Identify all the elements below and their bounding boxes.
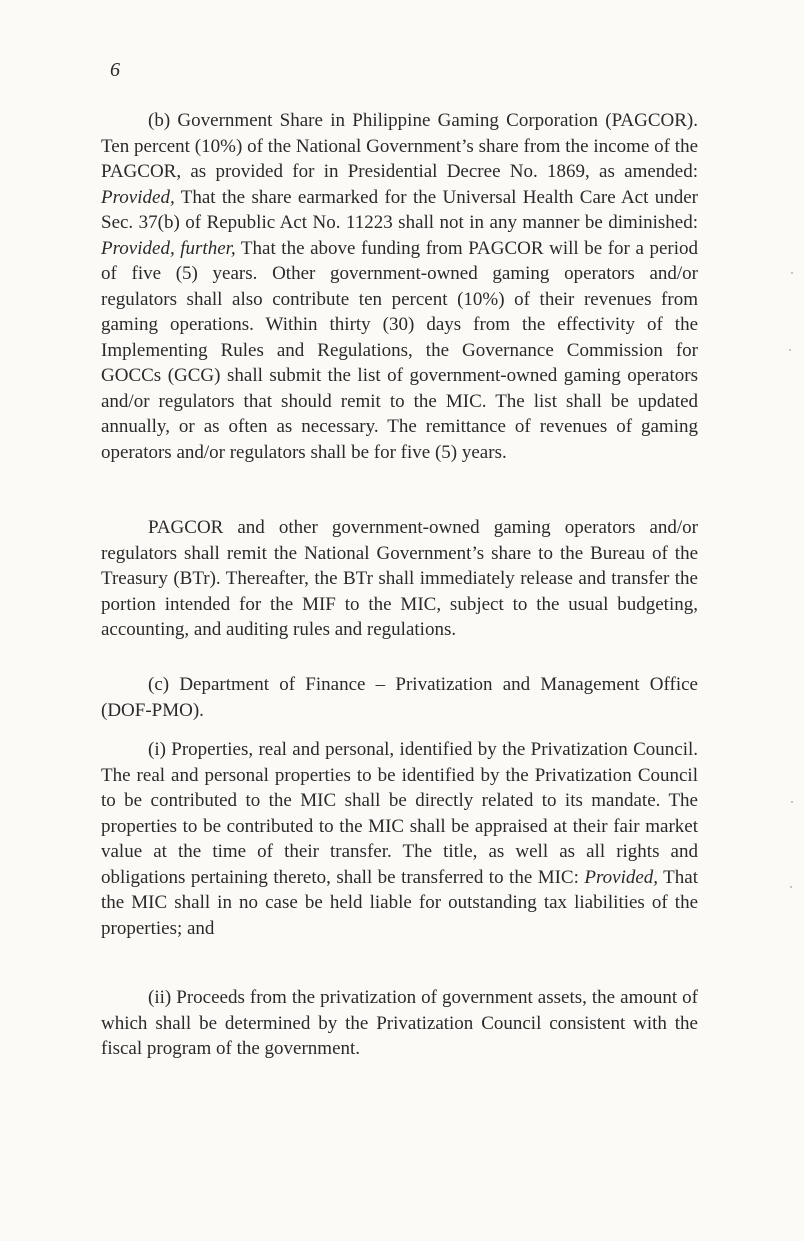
page-number: 6 [110, 59, 120, 81]
paragraph-text: (i) Properties, real and personal, identified by the Privatization Council. The real and personal properties to be identified by the Privatization Council to be contributed to the MIC shall be directly related to its mandate. The properties to be contributed to the MIC shall be appraised at their fair market value at the time of their transfer. The title, as well as all rights and obligations pertaining thereto, shall be transferred to the MIC: [101, 739, 698, 888]
paragraph-text: That the share earmarked for the Universal Health Care Act under Sec. 37(b) of Republic Act No. 11223 shall not in any manner be diminished: [101, 186, 698, 233]
scan-speck [790, 886, 792, 888]
scan-speck [791, 801, 793, 803]
proviso-italic: Provided, [584, 866, 659, 888]
paragraph-text: That the MIC shall in no case be held liable for outstanding tax liabilities of the properties; and [101, 866, 698, 939]
paragraph-ii-privatization-proceeds: (ii) Proceeds from the privatization of government assets, the amount of which shall be determined by the Privatization Council consistent with the fiscal program of the government. [101, 987, 698, 1059]
paragraph-text: (b) Government Share in Philippine Gaming Corporation (PAGCOR). Ten percent (10%) of the National Government’s share from the income of the PAGCOR, as provided for in Presidential Decree No. 1869, as amended: [101, 110, 698, 182]
scan-speck [791, 272, 793, 274]
paragraph-i-properties [101, 737, 698, 941]
proviso-italic: Provided, further, [101, 237, 236, 259]
paragraph-c-dof-pmo: (c) Department of Finance – Privatization and Management Office (DOF-PMO). [101, 674, 698, 721]
paragraph-text: That the above funding from PAGCOR will be for a period of five (5) years. Other government-owned gaming operators and/or regulators shall also contribute ten percent (10%) of their revenues from gaming operations. Within thirty (30) days from the effectivity of the Implementing Rules and Regulations, the Governance Commission for GOCCs (GCG) shall submit the list of government-owned gaming operators and/or regulators that should remit to the MIC. The list shall be updated annually, or as often as necessary. The remittance of revenues of gaming operators and/or regulators shall be for five (5) years. [101, 237, 698, 463]
paragraph-pagcor-remittance: PAGCOR and other government-owned gaming operators and/or regulators shall remit the National Government’s share to the Bureau of the Treasury (BTr). Thereafter, the BTr shall immediately release and transfer the portion intended for the MIF to the MIC, subject to the usual budgeting, accounting, and auditing rules and regulations. [101, 517, 698, 640]
paragraph-b-pagcor-share [101, 108, 698, 465]
proviso-italic: Provided, [101, 186, 175, 208]
scan-speck [789, 349, 791, 351]
